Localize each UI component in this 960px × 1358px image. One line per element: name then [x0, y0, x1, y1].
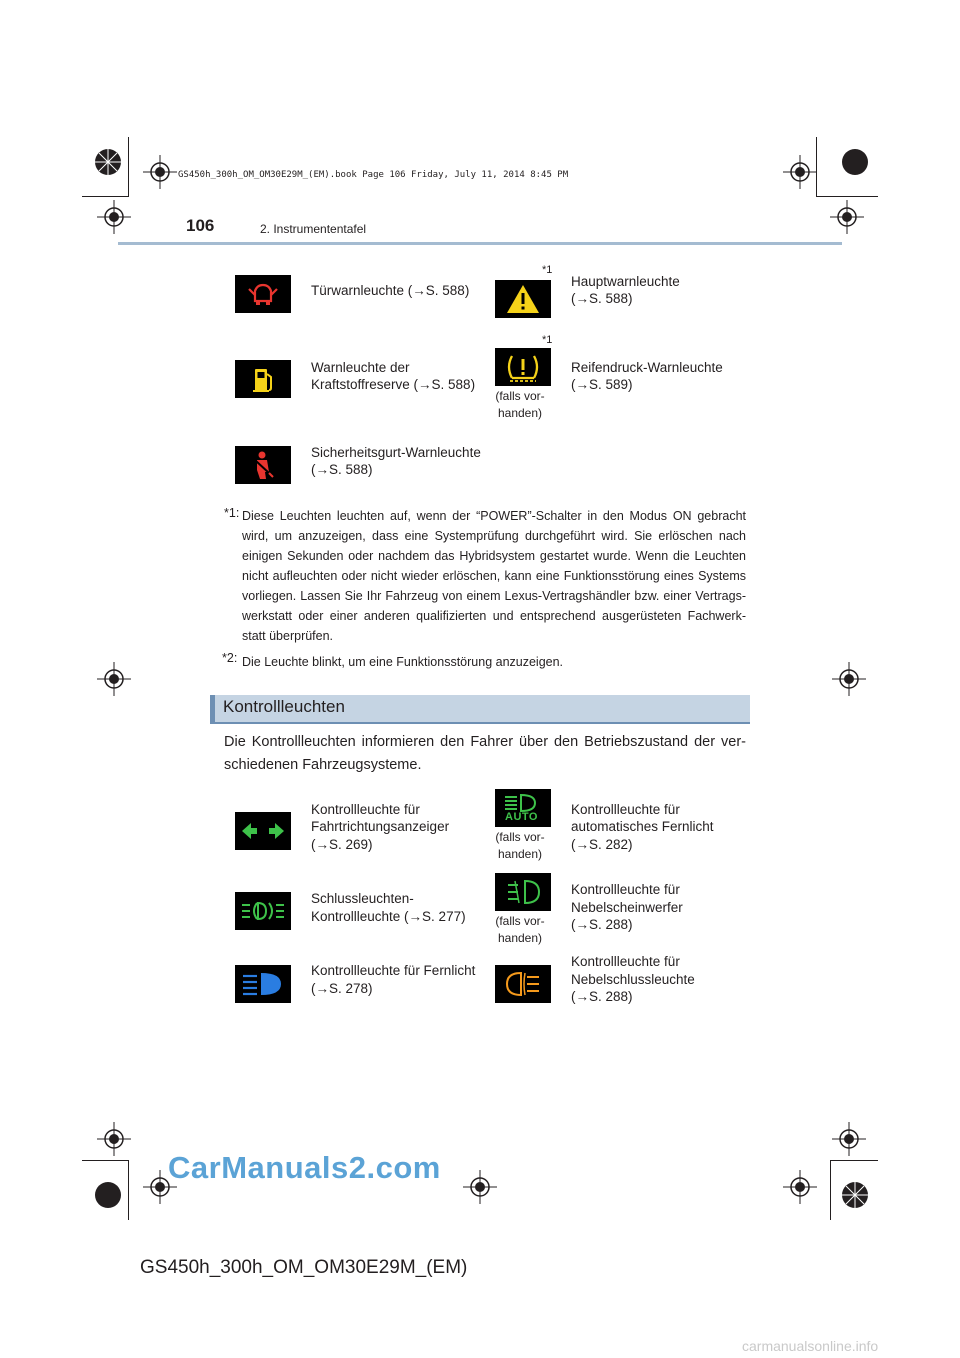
document-footer: GS450h_300h_OM_OM30E29M_(EM) — [140, 1257, 468, 1278]
fog-availability-note: (falls vor- — [495, 914, 545, 928]
high-beam-ref: (→S. 278) — [311, 981, 373, 996]
footnote-ref: *1 — [542, 334, 553, 346]
tail-light-icon — [235, 892, 291, 930]
seatbelt-warning-ref: (→S. 588) — [311, 462, 373, 477]
turn-indicator-label-2: Fahrtrichtungsanzeiger — [311, 819, 450, 834]
high-beam-label: Kontrollleuchte für Fernlicht — [311, 963, 476, 978]
auto-high-beam-ref: (→S. 282) — [571, 837, 633, 852]
seatbelt-icon — [235, 446, 291, 484]
registration-mark-icon — [97, 1122, 131, 1156]
registration-mark-icon — [838, 1178, 872, 1212]
fuel-warning-label-2: Kraftstoffreserve (→S. 588) — [311, 377, 476, 392]
registration-mark-icon — [143, 155, 177, 189]
high-beam-icon — [235, 965, 291, 1003]
footnote-1: Diese Leuchten leuchten auf, wenn der “POWER”-Schalter in den Modus ON gebracht wird, um anzuzeigen, dass eine Systemprüfung durchgeführt wird. Sie erlöschen nach einigen Sekunden oder nachdem das Hybridsystem gestartet wurde. Wenn die Leuchten nicht aufleuchten oder nicht wieder erlöschen, kann eine Funktionsstörung eines Systems vorliegen. Lassen Sie Ihr Fahrzeug von einem Lexus-Vertragshändler bzw. einer Vertrags- werkstatt oder einer anderen qualifizierten und entsprechend ausgerüsteten Fachwerk- statt überprüfen. — [242, 509, 746, 643]
section-heading: Kontrollleuchten — [223, 697, 345, 716]
fuel-pump-icon — [235, 360, 291, 398]
front-fog-label-2: Nebelscheinwerfer — [571, 900, 683, 915]
crop-mark — [128, 1160, 129, 1220]
seatbelt-warning-label: Sicherheitsgurt-Warnleuchte — [311, 445, 481, 460]
tail-light-label-2: Kontrollleuchte (→S. 277) — [311, 909, 466, 924]
footnote-mark-2: *2: — [222, 651, 238, 665]
page-number: 106 — [186, 216, 215, 235]
watermark-bottom: carmanualsonline.info — [742, 1338, 879, 1354]
front-fog-light-icon — [495, 873, 551, 911]
master-warning-ref: (→S. 588) — [571, 291, 633, 306]
crop-mark — [82, 196, 129, 197]
registration-mark-icon — [783, 1170, 817, 1204]
crop-mark — [82, 1160, 129, 1161]
section-title: 2. Instrumententafel — [260, 222, 367, 236]
registration-mark-icon — [783, 155, 817, 189]
rear-fog-ref: (→S. 288) — [571, 989, 633, 1004]
rear-fog-label-2: Nebelschlussleuchte — [571, 972, 695, 987]
auto-availability-note-2: handen) — [497, 847, 543, 861]
crop-mark — [128, 137, 129, 197]
tire-availability-note-2: handen) — [497, 406, 543, 420]
registration-mark-icon — [91, 145, 125, 179]
turn-indicator-label: Kontrollleuchte für — [311, 802, 420, 817]
fog-availability-note-2: handen) — [497, 931, 543, 945]
auto-badge: AUTO — [505, 811, 538, 823]
tire-availability-note: (falls vor- — [495, 389, 545, 403]
tire-pressure-icon — [495, 348, 551, 386]
registration-mark-icon — [838, 145, 872, 179]
auto-high-beam-icon — [495, 789, 551, 827]
tire-warning-label: Reifendruck-Warnleuchte — [571, 360, 723, 375]
crop-mark — [830, 1160, 831, 1220]
turn-signal-arrows-icon — [235, 812, 291, 850]
crop-mark — [816, 196, 878, 197]
crop-mark — [830, 1160, 878, 1161]
door-warning-label: Türwarnleuchte (→S. 588) — [311, 283, 470, 298]
fuel-warning-label: Warnleuchte der — [311, 360, 410, 375]
header-rule — [118, 242, 842, 245]
watermark-text: CarManuals2.com — [168, 1150, 441, 1185]
book-info-line: GS450h_300h_OM_OM30E29M_(EM).book Page 106 Friday, July 11, 2014 8:45 PM — [178, 170, 569, 180]
turn-indicator-ref: (→S. 269) — [311, 837, 373, 852]
auto-high-beam-label: Kontrollleuchte für — [571, 802, 680, 817]
section-banner-accent — [210, 695, 215, 723]
registration-mark-icon — [97, 662, 131, 696]
footnote-mark-1: *1: — [224, 506, 240, 520]
registration-mark-icon — [97, 200, 131, 234]
section-intro: Die Kontrollleuchten informieren den Fahrer über den Betriebszustand der ver- schiedenen Fahrzeugsysteme. — [224, 734, 746, 773]
rear-fog-light-icon — [495, 965, 551, 1003]
tire-warning-ref: (→S. 589) — [571, 377, 633, 392]
registration-mark-icon — [832, 1122, 866, 1156]
rear-fog-label: Kontrollleuchte für — [571, 954, 680, 969]
master-warning-label: Hauptwarnleuchte — [571, 274, 680, 289]
front-fog-ref: (→S. 288) — [571, 917, 633, 932]
footnote-2: Die Leuchte blinkt, um eine Funktionsstörung anzuzeigen. — [242, 655, 564, 669]
footnote-ref: *1 — [542, 264, 553, 276]
warning-triangle-icon — [495, 280, 551, 318]
registration-mark-icon — [463, 1170, 497, 1204]
registration-mark-icon — [832, 662, 866, 696]
tail-light-label: Schlussleuchten- — [311, 891, 414, 906]
front-fog-label: Kontrollleuchte für — [571, 882, 680, 897]
car-door-open-icon — [235, 275, 291, 313]
registration-mark-icon — [830, 200, 864, 234]
auto-availability-note: (falls vor- — [495, 830, 545, 844]
section-banner-underline — [210, 722, 750, 724]
registration-mark-icon — [91, 1178, 125, 1212]
auto-high-beam-label-2: automatisches Fernlicht — [571, 819, 714, 834]
